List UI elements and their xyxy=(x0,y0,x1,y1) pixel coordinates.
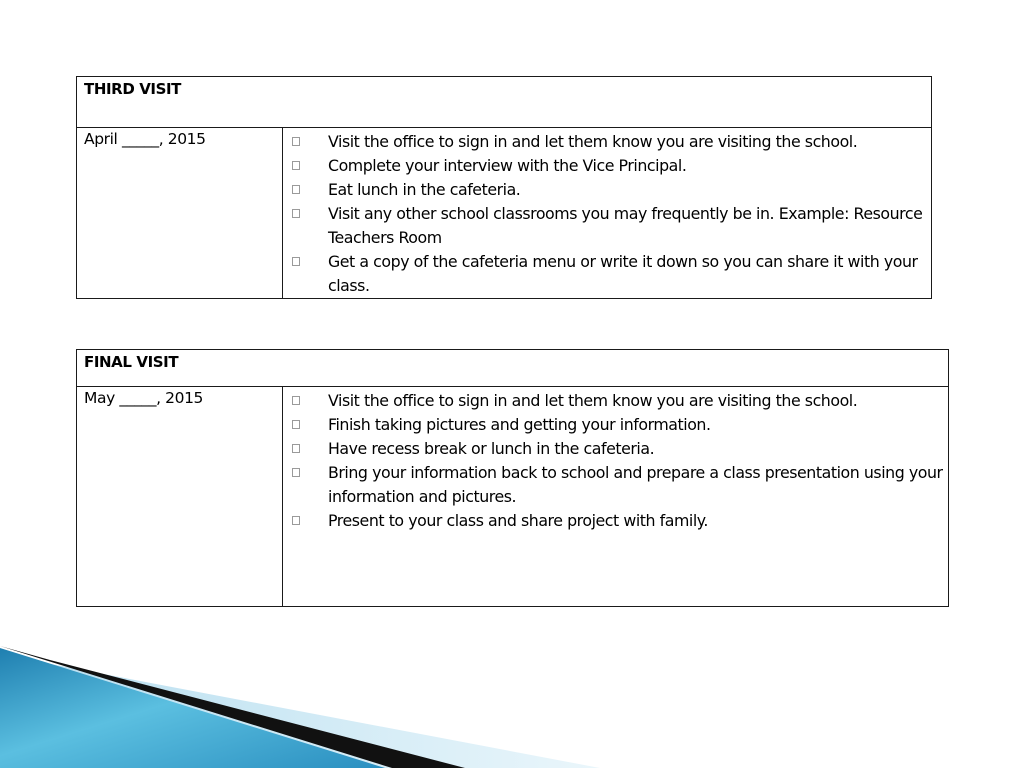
third-visit-title: THIRD VISIT xyxy=(84,80,181,98)
task-text: Visit the office to sign in and let them know you are visiting the school. xyxy=(328,391,858,410)
third-visit-date: April _____, 2015 xyxy=(84,130,206,148)
task-text: Have recess break or lunch in the cafeteria. xyxy=(328,439,655,458)
final-visit-title: FINAL VISIT xyxy=(84,353,179,371)
task-text: Get a copy of the cafeteria menu or write it down so you can share it with your class. xyxy=(328,252,918,295)
wedge-blue-fill xyxy=(0,648,385,768)
final-visit-date: May _____, 2015 xyxy=(84,389,204,407)
task-text: Visit the office to sign in and let them know you are visiting the school. xyxy=(328,132,858,151)
task-text: Present to your class and share project with family. xyxy=(328,511,709,530)
task-text: Visit any other school classrooms you may frequently be in. Example: Resource Teachers Room xyxy=(328,204,923,247)
task-text: Complete your interview with the Vice Principal. xyxy=(328,156,687,175)
task-text: Finish taking pictures and getting your information. xyxy=(328,415,711,434)
task-text: Bring your information back to school and prepare a class presentation using your information and pictures. xyxy=(328,463,943,506)
task-text: Eat lunch in the cafeteria. xyxy=(328,180,521,199)
